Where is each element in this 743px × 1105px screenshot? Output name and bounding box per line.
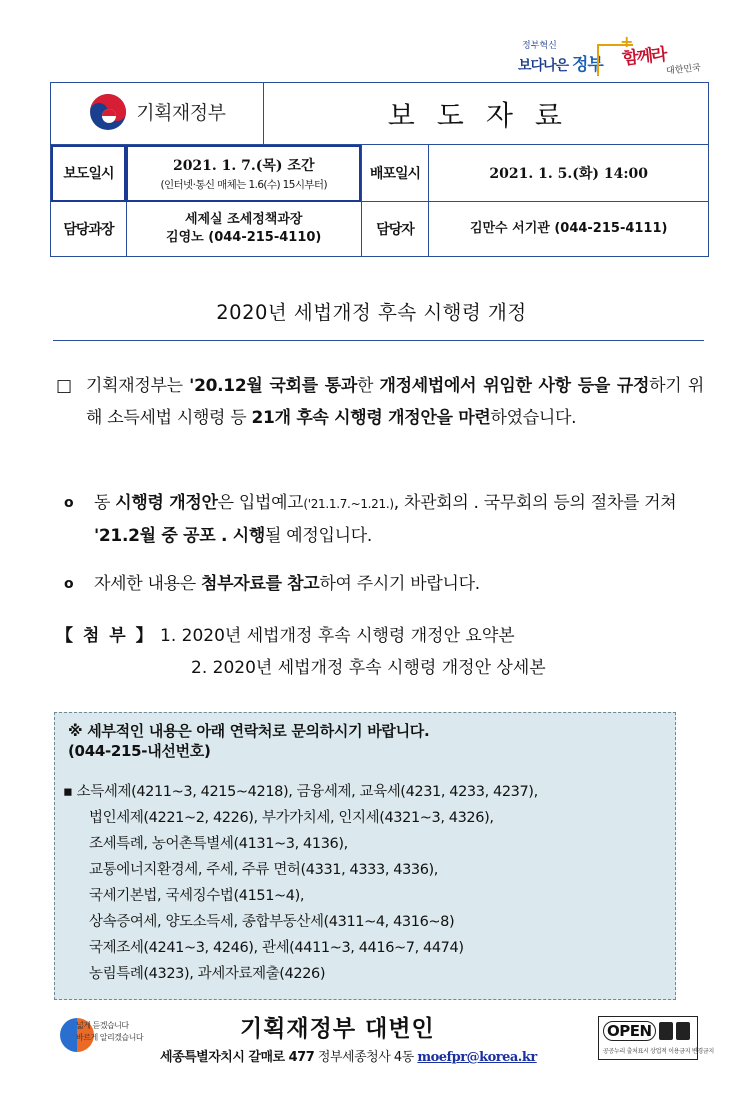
document-title: 2020년 세법개정 후속 시행령 개정 [216,301,527,324]
p3-bold-1: 첨부자료를 참고 [200,574,320,594]
p2-text-1: 동 [94,493,116,513]
p2-text-3: , 차관회의 . 국무회의 등의 절차를 거쳐 [393,493,677,513]
press-release-header-table [50,82,709,257]
taegeuk-emblem-icon [88,92,128,132]
contact-box-heading-line2: (044-215-내선번호) [68,742,211,760]
extension-row: 상속증여세, 양도소득세, 종합부동산세(4311~4, 4316~8) [89,914,455,930]
square-bullet-icon: □ [56,376,72,396]
slogan-script-text: 함께라 [621,44,667,70]
reference-paragraph-text [94,568,704,600]
p1-text-3: 하기 위해 소득세법 시행령 등 [86,376,704,428]
p2-bold-2: '21.2월 중 공포 . 시행 [94,526,266,546]
ministry-logo-cell [51,83,264,145]
main-paragraph-text [86,370,704,434]
release-date-note: (인터넷·통신 매체는 1.6(수) 15시부터) [160,178,327,191]
p1-text-2: 한 [356,376,380,396]
distribute-date-value: 2021. 1. 5.(화) 14:00 [429,145,709,202]
schedule-paragraph-text [94,487,704,552]
title-divider [53,340,704,341]
spokesperson-logo [60,1016,160,1056]
p2-text-2: 은 입법예고 [217,493,304,513]
p2-period: ('21.1.7.~1.21.) [303,497,394,511]
release-date-value: 2021. 1. 7.(목) 조간 [172,157,315,174]
schedule-paragraph [64,487,704,552]
extension-row: 법인세제(4221~2, 4226), 부가가치세, 인지세(4321~3, 4326), [89,810,494,826]
contact-person-label: 담당자 [361,202,429,257]
spokesperson-logo-line2: 바르게 알리겠습니다 [76,1033,144,1042]
department-name: 세제실 조세정책과장 [184,212,303,227]
contact-info-box [54,712,676,1000]
p1-bold-2: 개정세법에서 위임한 사항 등을 규정 [379,376,650,396]
extension-row: ▪ 소득세제(4211~3, 4215~4218), 금융세제, 교육세(4231, 4233, 4237), [63,784,538,800]
extension-row: 국제조세(4241~3, 4246), 관세(4411~3, 4416~7, 4474) [89,940,464,956]
p2-bold-1: 시행령 개정안 [115,493,218,513]
attachment-row-1 [56,620,515,652]
footer-address-building: 정부세종청사 4동 [314,1050,418,1065]
p1-text-4: 하였습니다. [490,408,577,428]
slogan-plus-icon: + [620,32,634,51]
p3-text-1: 자세한 내용은 [94,574,201,594]
ministry-name: 기획재정부 [136,102,226,124]
footer-email-link[interactable]: moefpr@korea.kr [417,1050,537,1065]
extension-row: 조세특례, 농어촌특별세(4131~3, 4136), [89,836,348,852]
circle-bullet-icon: o [64,576,74,592]
noncommercial-icon [676,1022,690,1040]
extension-row: 농림특례(4323), 과세자료제출(4226) [89,966,326,982]
p1-bold-3: 21개 후속 시행령 개정안을 마련 [251,408,491,428]
release-date-label: 보도일시 [51,145,127,202]
footer-address [160,1046,537,1065]
attachments-label: 【 첨 부 】 [56,626,155,646]
kogl-open-license-badge [598,1016,714,1060]
ministry-logo [88,92,225,132]
main-paragraph [56,370,704,434]
press-title-cell [263,83,708,145]
department-head-cell [126,202,361,257]
contact-box-heading-line1: ※ 세부적인 내용은 아래 연락처로 문의하시기 바랍니다. [68,722,430,740]
spokesperson-logo-line1: 넓게 듣겠습니다 [76,1021,129,1030]
extension-row: 교통에너지환경세, 주세, 주류 면허(4331, 4333, 4336), [89,862,439,878]
distribute-date-label: 배포일시 [361,145,429,202]
slogan-main-a: 보다나은 [518,58,569,74]
extension-list [63,779,538,987]
slogan-main [518,50,603,75]
p1-text-1: 기획재정부는 [86,376,190,396]
footer-address-street: 세종특별자치시 갈매로 477 [160,1050,315,1065]
p1-bold-1: '20.12월 국회를 통과 [189,376,357,396]
department-head-contact: 김영노 (044-215-4110) [166,230,322,245]
government-innovation-slogan-logo [518,30,718,84]
contact-box-heading [68,721,429,761]
open-license-subtext: 공공누리 출처표시 상업적 이용금지 변경금지 [603,1048,714,1055]
p3-text-2: 하여 주시기 바랍니다. [319,574,480,594]
attachment-item-1: 1. 2020년 세법개정 후속 시행령 개정안 요약본 [160,626,515,646]
reference-paragraph [64,568,704,600]
extension-row: 국세기본법, 국세징수법(4151~4), [89,888,305,904]
open-license-word: OPEN [603,1021,656,1041]
p2-text-4: 될 예정입니다. [265,526,372,546]
press-release-title: 보도자료 [387,98,584,132]
department-head-label: 담당과장 [51,202,127,257]
circle-bullet-icon: o [64,495,74,511]
contact-person-value: 김만수 서기관 (044-215-4111) [429,202,709,257]
slogan-main-b: 정부 [571,55,603,75]
attachment-item-2: 2. 2020년 세법개정 후속 시행령 개정안 상세본 [191,658,546,678]
footer-title: 기획재정부 대변인 [240,1016,435,1042]
slogan-small-text: 정부혁신 [522,41,557,51]
slogan-script-sub: 대한민국 [665,63,702,77]
release-date-cell [126,145,361,202]
attribution-icon [659,1022,673,1040]
